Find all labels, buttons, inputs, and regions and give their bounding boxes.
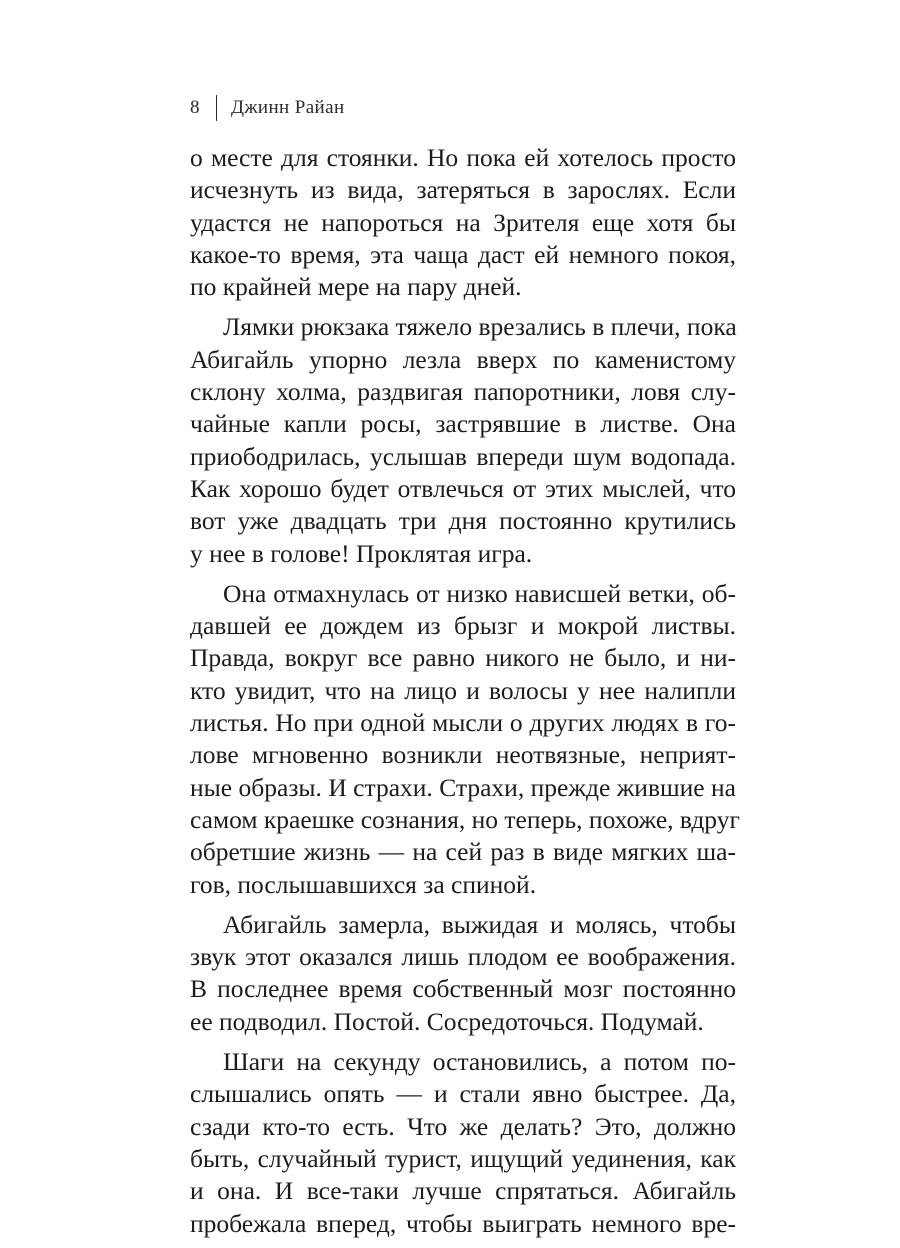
text-line: вот уже двадцать три дня постоянно крутились: [190, 506, 736, 536]
text-line: обретшие жизнь — на сей раз в виде мягких ша-: [190, 837, 736, 867]
text-line: пробежала вперед, чтобы выиграть немного вре-: [190, 1208, 736, 1238]
paragraph: [190, 142, 736, 303]
paragraph: [190, 311, 736, 569]
text-line: слышались опять — и стали явно быстрее. Да,: [190, 1079, 736, 1109]
text-line: ные образы. И страхи. Страхи, прежде жившие на: [190, 772, 736, 802]
text-line: Как хорошо будет отвлечься от этих мыслей, что: [190, 473, 736, 503]
text-line: самом краешке сознания, но теперь, похоже, вдруг: [190, 804, 740, 834]
text-line: быть, случайный турист, ищущий уединения, как: [190, 1143, 736, 1173]
text-line: В последнее время собственный мозг постоянно: [190, 974, 736, 1004]
text-line: гов, послышавшихся за спиной.: [190, 869, 537, 899]
text-line: листья. Но при одной мысли о других людях в го-: [190, 708, 736, 738]
text-line: ее подводил. Постой. Сосредоточься. Подумай.: [190, 1006, 704, 1036]
text-line: давшей ее дождем из брызг и мокрой листвы.: [190, 611, 736, 641]
text-line: удастся не напороться на Зрителя еще хотя бы: [190, 207, 736, 237]
header-divider: [216, 95, 217, 121]
paragraph: [190, 909, 736, 1038]
text-line: Лямки рюкзака тяжело врезались в плечи, пока: [223, 312, 737, 342]
text-line: приободрилась, услышав впереди шум водопада.: [190, 441, 736, 471]
text-line: Абигайль замерла, выжидая и молясь, чтобы: [223, 909, 736, 939]
text-line: сзади кто-то есть. Что же делать? Это, должно: [190, 1111, 736, 1141]
body-text: [190, 142, 740, 1248]
page-number: 8: [190, 97, 200, 118]
text-line: Правда, вокруг все равно никого не было, и ни-: [190, 643, 736, 673]
text-line: по крайней мере на пару дней.: [190, 272, 522, 302]
paragraph: [190, 578, 740, 901]
text-line: кто увидит, что на лицо и волосы у нее налипли: [190, 675, 736, 705]
author-name: Джинн Райан: [231, 97, 345, 118]
text-line: звук этот оказался лишь плодом ее воображения.: [190, 942, 736, 972]
text-line: Шаги на секунду остановились, а потом по-: [223, 1047, 736, 1077]
text-line: у нее в голове! Проклятая игра.: [190, 538, 533, 568]
text-line: лове мгновенно возникли неотвязные, неприят-: [190, 740, 736, 770]
text-line: склону холма, раздвигая папоротники, ловя слу-: [190, 377, 736, 407]
text-line: чайные капли росы, застрявшие в листве. Она: [190, 409, 736, 439]
text-line: и она. И все-таки лучше спрятаться. Абигайль: [190, 1176, 736, 1206]
text-line: какое-то время, эта чаща даст ей немного покоя,: [190, 239, 736, 269]
text-line: о месте для стоянки. Но пока ей хотелось просто: [190, 143, 736, 172]
text-line: Абигайль упорно лезла вверх по каменистому: [190, 344, 736, 374]
text-line: исчезнуть из вида, затеряться в зарослях. Если: [190, 175, 736, 205]
running-head: [190, 94, 345, 122]
paragraph: [190, 1046, 736, 1240]
text-line: Она отмахнулась от низко нависшей ветки, об-: [223, 578, 736, 608]
